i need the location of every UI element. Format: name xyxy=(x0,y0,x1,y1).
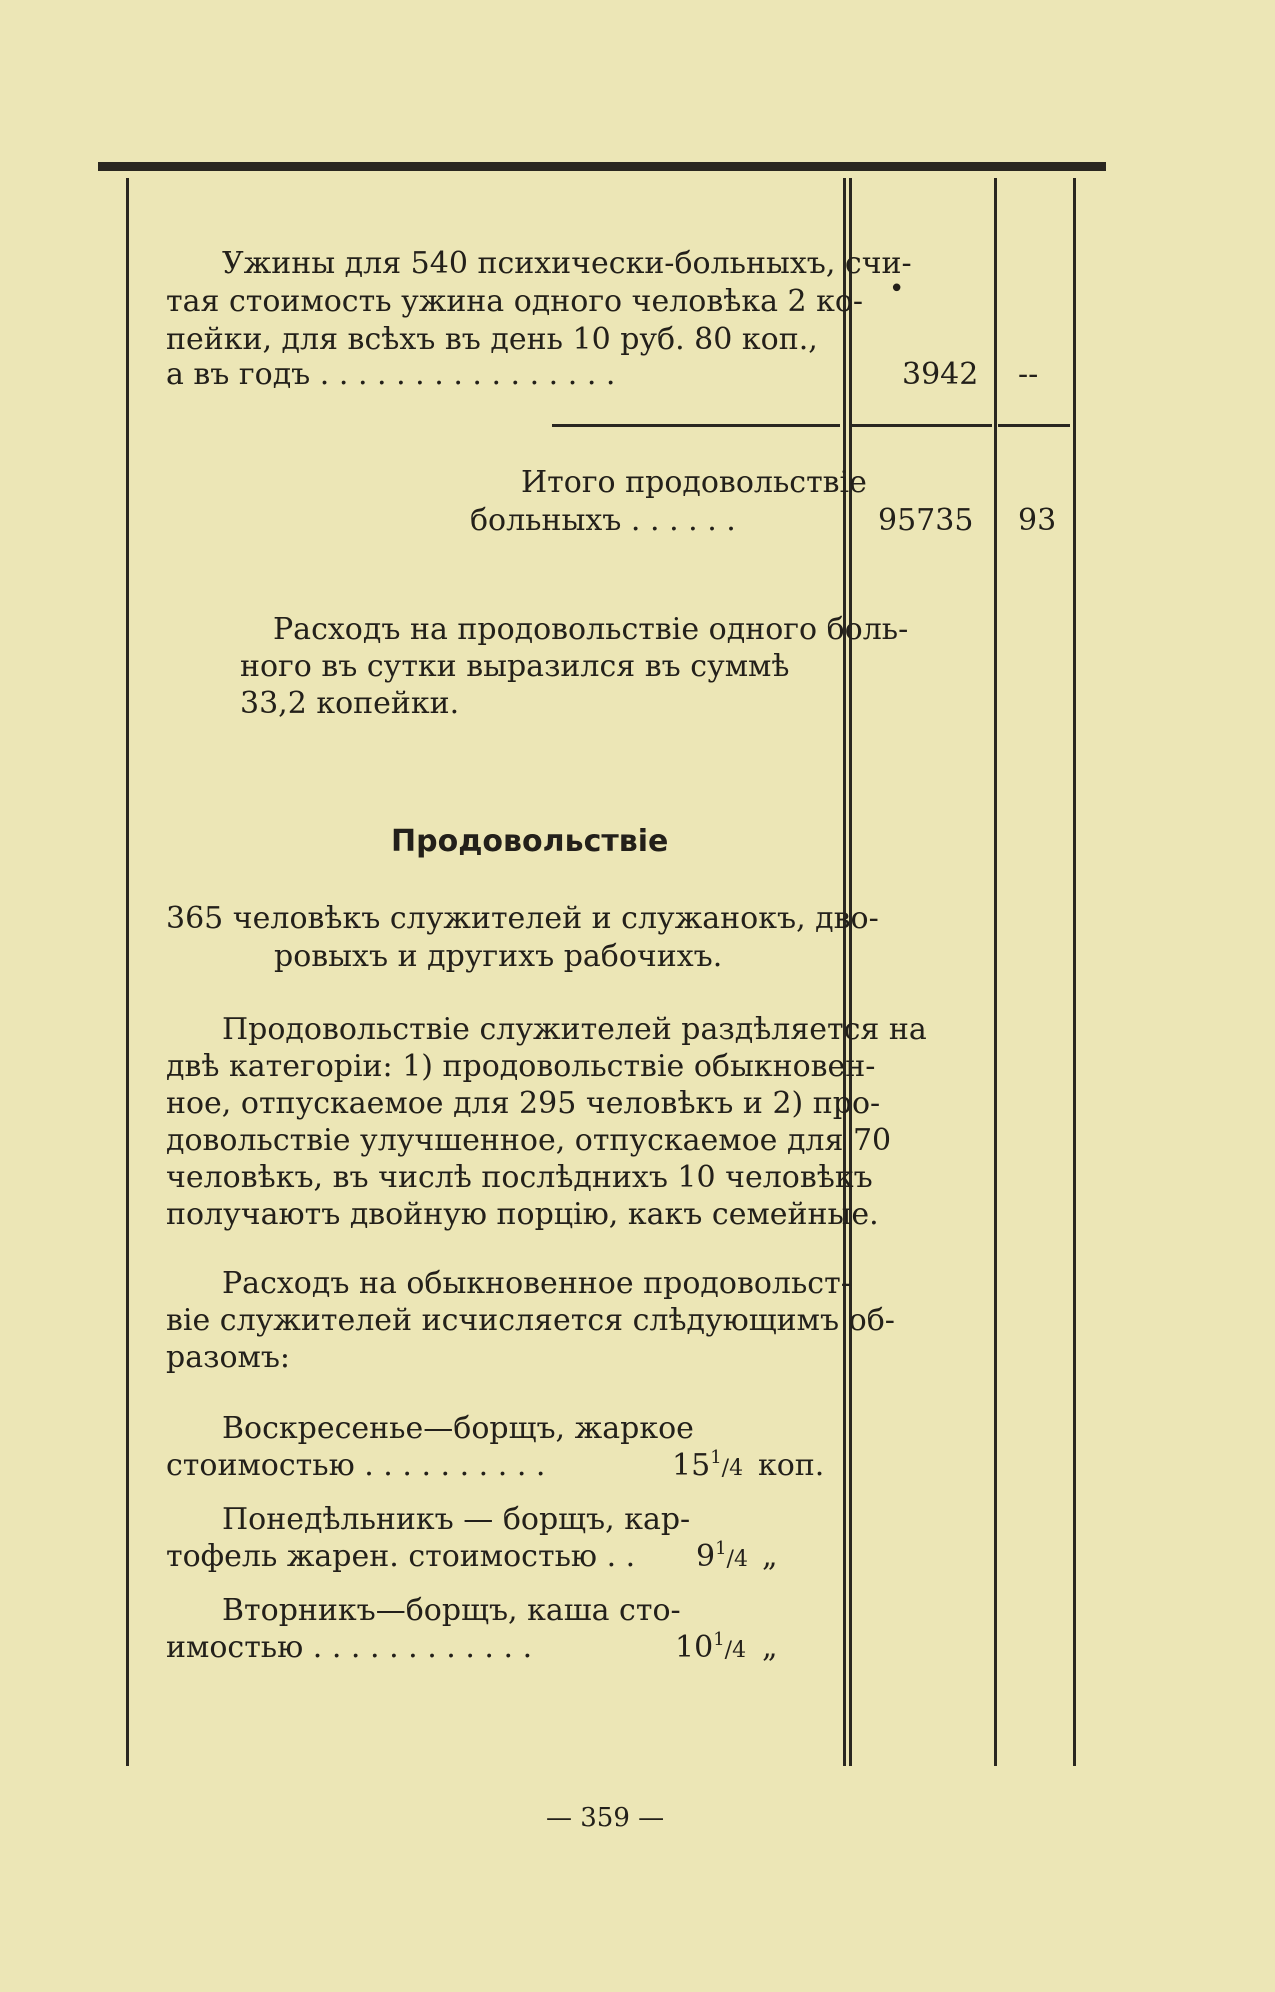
menu-item-unit: „ xyxy=(762,1630,778,1665)
supper-line-1: Ужины для 540 психически-больныхъ, счи- xyxy=(222,246,912,281)
amount-whole: 10 xyxy=(675,1630,714,1665)
supper-line-2: тая стоимость ужина одного человѣка 2 ко- xyxy=(166,284,864,319)
menu-item-amount: $10^1/4$ xyxy=(675,1629,747,1665)
rubles-column-rule-b xyxy=(849,178,852,1766)
kopecks-column-rule xyxy=(994,178,997,1766)
ink-speck: • xyxy=(889,274,905,304)
total-rule-rubles xyxy=(850,424,992,427)
supper-rubles: 3942 xyxy=(902,357,979,392)
total-rule-text xyxy=(552,424,840,427)
categories-line-6: получаютъ двойную порцію, какъ семейные. xyxy=(166,1197,879,1232)
menu-item-line-1: Понедѣльникъ — борщъ, кар- xyxy=(222,1502,691,1537)
categories-line-4: довольствіе улучшенное, отпускаемое для 70 xyxy=(166,1123,892,1158)
menu-item-line-1: Вторникъ—борщъ, каша сто- xyxy=(222,1593,681,1628)
cost-note-line-2: ного въ сутки выразился въ суммѣ xyxy=(240,649,790,684)
menu-item-unit: „ xyxy=(762,1539,778,1574)
menu-item-line-2: стоимостью . . . . . . . . . . xyxy=(166,1448,546,1483)
ordinary-line-1: Расходъ на обыкновенное продовольст- xyxy=(222,1266,851,1301)
cost-note-line-1: Расходъ на продовольствіе одного боль- xyxy=(273,612,909,647)
categories-line-3: ное, отпускаемое для 295 человѣкъ и 2) про- xyxy=(166,1086,881,1121)
staff-intro-line-1: 365 человѣкъ служителей и служанокъ, дво- xyxy=(166,901,879,936)
amount-denominator: 4 xyxy=(732,1638,747,1663)
ordinary-line-3: разомъ: xyxy=(166,1340,291,1375)
total-line-2: больныхъ . . . . . . xyxy=(470,503,736,538)
categories-line-2: двѣ категоріи: 1) продовольствіе обыкновен- xyxy=(166,1049,876,1084)
staff-intro-line-2: ровыхъ и другихъ рабочихъ. xyxy=(274,939,723,974)
section-title: Продовольствіе xyxy=(391,824,669,859)
amount-denominator: 4 xyxy=(733,1547,748,1572)
menu-item-unit: коп. xyxy=(758,1448,825,1483)
total-kopecks: 93 xyxy=(1018,503,1057,538)
ordinary-line-2: віе служителей исчисляется слѣдующимъ об- xyxy=(166,1303,895,1338)
menu-item-line-1: Воскресенье—борщъ, жаркое xyxy=(222,1411,694,1446)
amount-numerator: 1 xyxy=(715,1538,727,1559)
rubles-column-rule-a xyxy=(843,178,846,1766)
total-rule-kopecks xyxy=(998,424,1070,427)
supper-line-3: пейки, для всѣхъ въ день 10 руб. 80 коп., xyxy=(166,322,818,357)
total-line-1: Итого продовольствіе xyxy=(521,465,867,500)
cost-note-line-3: 33,2 копейки. xyxy=(240,686,460,721)
amount-whole: 15 xyxy=(672,1448,711,1483)
categories-line-5: человѣкъ, въ числѣ послѣднихъ 10 человѣкъ xyxy=(166,1160,873,1195)
menu-item-line-2: тофель жарен. стоимостью . . xyxy=(166,1539,636,1574)
right-border xyxy=(1073,178,1076,1766)
categories-line-1: Продовольствіе служителей раздѣляется на xyxy=(222,1012,927,1047)
supper-kopecks: -- xyxy=(1018,357,1039,392)
amount-whole: 9 xyxy=(696,1539,716,1574)
left-border xyxy=(126,178,129,1766)
menu-item-amount: $9^1/4$ xyxy=(696,1538,748,1574)
amount-numerator: 1 xyxy=(710,1447,722,1468)
top-rule xyxy=(98,162,1106,171)
supper-line-4: а въ годъ . . . . . . . . . . . . . . . . xyxy=(166,357,616,392)
menu-item-amount: $15^1/4$ xyxy=(672,1447,744,1483)
amount-numerator: 1 xyxy=(713,1629,725,1650)
amount-denominator: 4 xyxy=(729,1456,744,1481)
page-number: — 359 — xyxy=(546,1803,665,1833)
total-rubles: 95735 xyxy=(878,503,974,538)
menu-item-line-2: имостью . . . . . . . . . . . . xyxy=(166,1630,533,1665)
